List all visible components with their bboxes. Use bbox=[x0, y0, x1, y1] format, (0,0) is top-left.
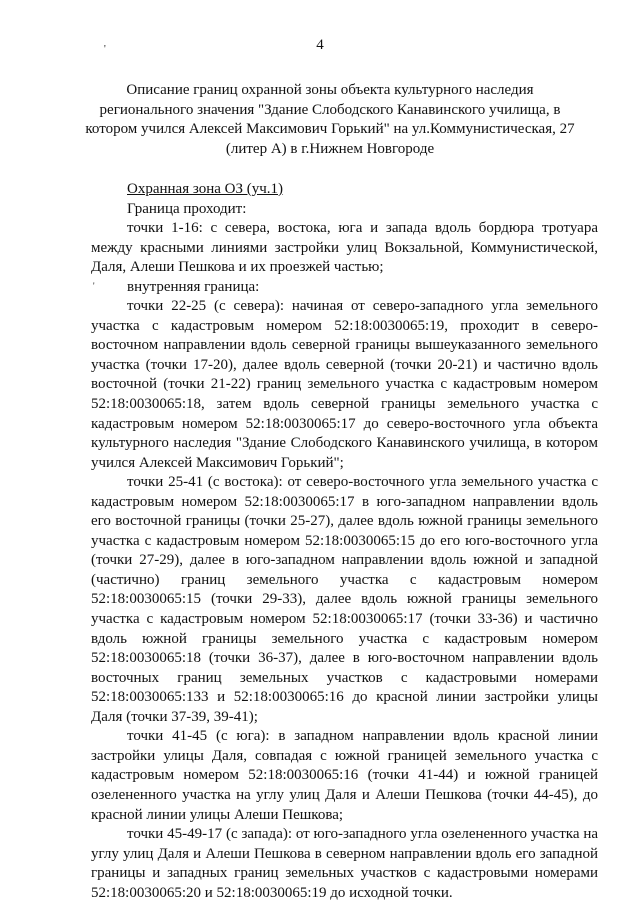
page-number: 4 bbox=[316, 37, 324, 53]
zone-heading: Охранная зона ОЗ (уч.1) bbox=[127, 181, 284, 197]
scan-mark-left: ' bbox=[93, 281, 95, 291]
paragraph-points-45-49-17: точки 45-49-17 (с запада): от юго-западного угла озелененного участка на углу улиц Даля и Алеши Пешкова в северном направлении вдоль его западной границы и западных границ земельных участков с кадастровыми номерами 52:18:0030065:20 и 52:18:0030065:19 до исходной точки. bbox=[91, 826, 598, 901]
paragraph-points-41-45: точки 41-45 (с юга): в западном направлении вдоль красной линии застройки улицы Даля, совпадая с южной границей земельного участка с кадастровым номером 52:18:0030065:16 (точки 41-44) и южной границей озелененного участка на углу улиц Даля и Алеши Пешкова (точки 44-45), до красной линии улицы Алеши Пешкова; bbox=[91, 728, 598, 823]
paragraph-points-25-41: точки 25-41 (с востока): от северо-восточного угла земельного участка с кадастровым номером 52:18:0030065:17 в юго-западном направлении вдоль его восточной границы (точки 25-27), далее вдоль южной границы земельного участка с кадастровым номером 52:18:0030065:15 до его юго-восточного угла (точки 27-29), далее в юго-западном направлении вдоль южной и западной (частично) границ земельного участка с кадастровым номером 52:18:0030065:15 (точки 29-33), далее вдоль южной границы земельного участка с кадастровым номером 52:18:0030065:17 (точки 33-36) и частично вдоль южной границы земельного участка с кадастровым номером 52:18:0030065:18 (точки 36-37), далее в юго-восточном направлении вдоль восточных границ земельных участков с кадастровыми номерами 52:18:0030065:133 и 52:18:0030065:16 до красной линии застройки улицы Даля (точки 37-39, 39-41); bbox=[91, 474, 598, 725]
boundary-intro: Граница проходит: bbox=[127, 200, 247, 217]
document-title: Описание границ охранной зоны объекта культурного наследия регионального значения "Здание Слободского Канавинского училища, в котором учился Алексей Максимович Горький" на ул.Коммунистическая, 27 (литер А) в г.Нижнем Новгороде bbox=[85, 82, 575, 157]
paragraph-points-22-25: точки 22-25 (с севера): начиная от северо-западного угла земельного участка с кадастровым номером 52:18:0030065:19, проходит в северо-восточном направлении вдоль северной границы вышеуказанного земельного участка (точки 17-20), далее вдоль северной (точки 20-21) и частично вдоль восточной (точки 21-22) границ земельного участка с кадастровым номером 52:18:0030065:18, затем вдоль северной границы земельного участка с кадастровым номером 52:18:0030065:17 до северо-восточного угла объекта культурного наследия "Здание Слободского Канавинского училища, в котором учился Алексей Максимович Горький"; bbox=[91, 298, 598, 471]
scan-mark-top: ' bbox=[104, 44, 106, 55]
paragraph-points-1-16: точки 1-16: с севера, востока, юга и запада вдоль бордюра тротуара между красными линиями застройки улиц Вокзальной, Коммунистической, Даля, Алеши Пешкова и их проезжей частью; bbox=[91, 220, 598, 276]
document-body bbox=[91, 180, 598, 903]
paragraph-inner-boundary: внутренняя граница: bbox=[127, 278, 260, 295]
